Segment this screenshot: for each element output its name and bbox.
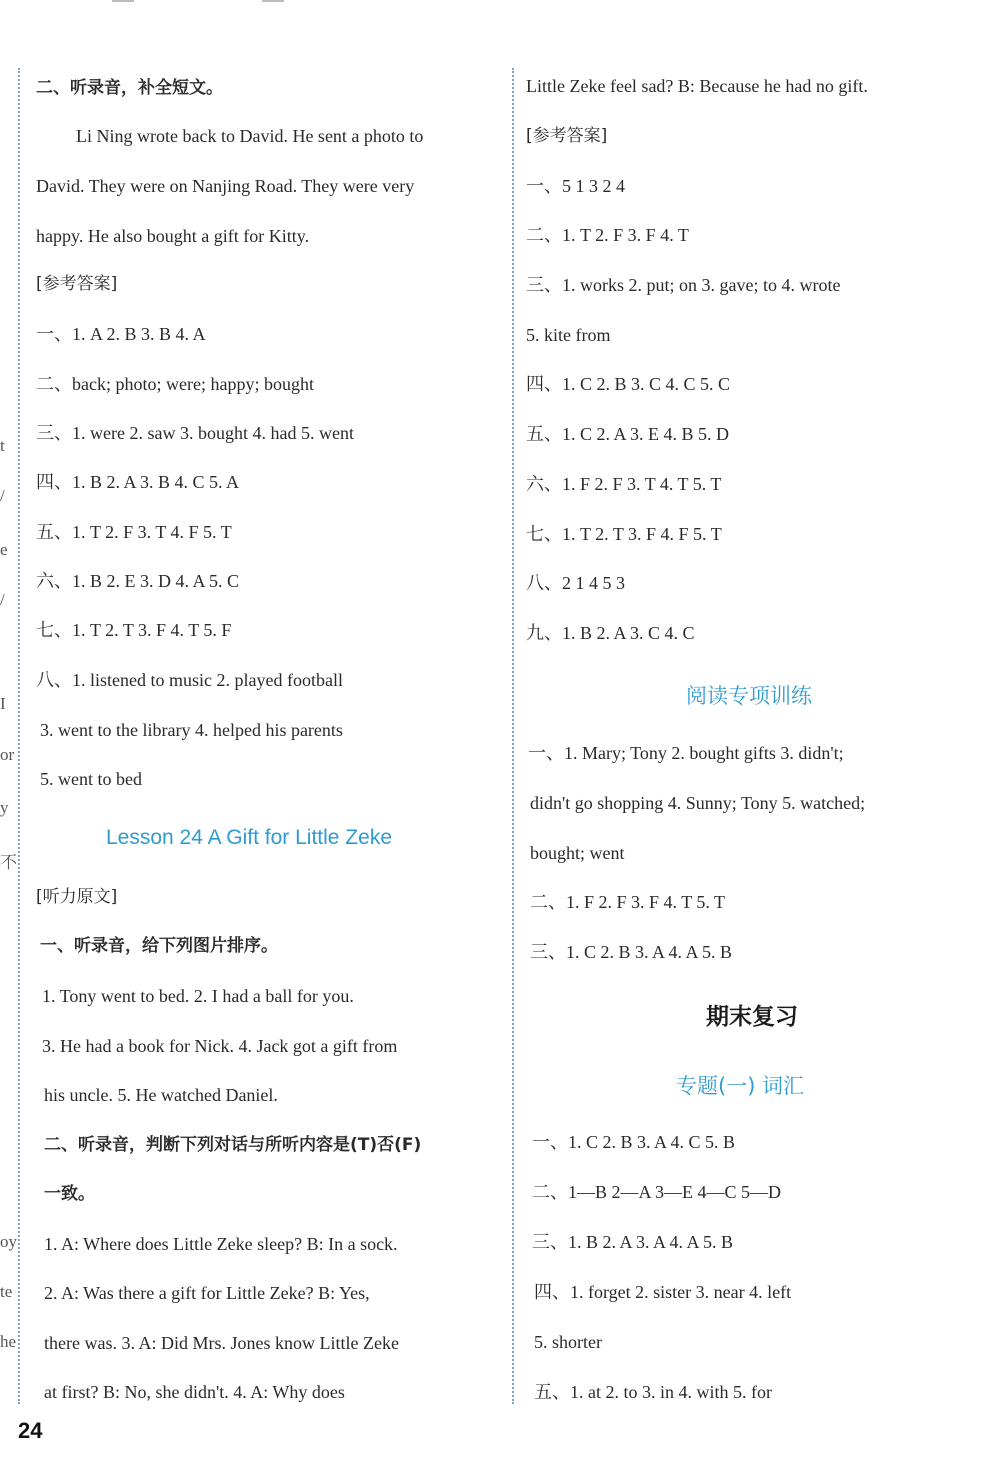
top-scan-mark [262, 0, 284, 2]
answer-line: 五、1. C 2. A 3. E 4. B 5. D [526, 424, 730, 444]
answer-line: 八、2 1 4 5 3 [526, 573, 625, 593]
edge-fragment: or [0, 745, 15, 764]
answer-line: 一、5 1 3 2 4 [526, 176, 625, 196]
section-heading: 一、听录音，给下列图片排序。 [40, 936, 278, 956]
answer-line: 一、1. A 2. B 3. B 4. A [36, 324, 206, 344]
answer-line: 三、1. works 2. put; on 3. gave; to 4. wrote [526, 275, 841, 295]
section-heading: 二、听录音，判断下列对话与所听内容是(T)否(F) [44, 1135, 422, 1155]
edge-fragment: / [0, 590, 5, 609]
edge-fragment: he [0, 1332, 17, 1351]
answer-line: 一、1. Mary; Tony 2. bought gifts 3. didn't; [528, 743, 844, 763]
edge-fragment: I [0, 694, 6, 713]
answer-line: 五、1. T 2. F 3. T 4. F 5. T [36, 522, 232, 542]
edge-fragment: e [0, 540, 8, 559]
answer-line: 二、back; photo; were; happy; bought [36, 374, 314, 394]
answer-line: 二、1—B 2—A 3—E 4—C 5—D [532, 1182, 782, 1202]
left-column-rule [18, 68, 20, 1404]
page-number: 24 [18, 1418, 43, 1443]
answer-line: 六、1. B 2. E 3. D 4. A 5. C [36, 571, 240, 591]
answer-line: bought; went [530, 843, 625, 863]
answer-line: 三、1. were 2. saw 3. bought 4. had 5. went [36, 423, 354, 443]
edge-fragment: te [0, 1282, 13, 1301]
answer-line: 七、1. T 2. T 3. F 4. T 5. F [36, 620, 232, 640]
answer-line: didn't go shopping 4. Sunny; Tony 5. watched; [530, 793, 866, 813]
edge-fragment: t [0, 436, 5, 455]
script-label: [听力原文] [36, 887, 118, 907]
dialogue-line: there was. 3. A: Did Mrs. Jones know Little Zeke [44, 1333, 399, 1353]
passage-line: Li Ning wrote back to David. He sent a photo to [76, 126, 424, 146]
answer-line: 一、1. C 2. B 3. A 4. C 5. B [532, 1132, 736, 1152]
answer-line: 六、1. F 2. F 3. T 4. T 5. T [526, 474, 722, 494]
script-line: his uncle. 5. He watched Daniel. [44, 1085, 278, 1105]
passage-line: happy. He also bought a gift for Kitty. [36, 226, 310, 246]
answer-line: 3. went to the library 4. helped his parents [40, 720, 343, 740]
answer-line: 5. shorter [534, 1332, 602, 1352]
answers-label: [参考答案] [526, 126, 608, 146]
section-title-topic-vocabulary: 专题(一) 词汇 [676, 1074, 805, 1098]
answers-label: [参考答案] [36, 274, 118, 294]
dialogue-line: 2. A: Was there a gift for Little Zeke? B: Yes, [44, 1283, 370, 1303]
answer-line: 八、1. listened to music 2. played football [36, 670, 343, 690]
section-heading: 二、听录音，补全短文。 [36, 78, 223, 98]
top-scan-mark [112, 0, 134, 2]
passage-line: David. They were on Nanjing Road. They were very [36, 176, 415, 196]
answer-line: 四、1. forget 2. sister 3. near 4. left [534, 1282, 792, 1302]
answer-line: 五、1. at 2. to 3. in 4. with 5. for [534, 1382, 772, 1402]
answer-line: 三、1. B 2. A 3. A 4. A 5. B [532, 1232, 734, 1252]
section-heading: 一致。 [44, 1184, 95, 1204]
script-line: 1. Tony went to bed. 2. I had a ball for you. [42, 986, 354, 1006]
section-title-final-review: 期末复习 [706, 1004, 798, 1030]
dialogue-line: at first? B: No, she didn't. 4. A: Why does [44, 1382, 345, 1402]
answer-line: 5. went to bed [40, 769, 142, 789]
answer-line: 三、1. C 2. B 3. A 4. A 5. B [530, 942, 733, 962]
center-column-rule [512, 68, 514, 1404]
answer-line: 二、1. F 2. F 3. F 4. T 5. T [530, 892, 726, 912]
dialogue-line: Little Zeke feel sad? B: Because he had no gift. [526, 76, 868, 96]
answer-line: 七、1. T 2. T 3. F 4. F 5. T [526, 524, 722, 544]
answer-line: 5. kite from [526, 325, 611, 345]
edge-fragment: oy [0, 1232, 17, 1251]
answer-line: 二、1. T 2. F 3. F 4. T [526, 225, 689, 245]
edge-fragment: y [0, 798, 9, 817]
edge-fragment: 不 [0, 853, 17, 872]
dialogue-line: 1. A: Where does Little Zeke sleep? B: In a sock. [44, 1234, 398, 1254]
script-line: 3. He had a book for Nick. 4. Jack got a gift from [42, 1036, 398, 1056]
answer-line: 四、1. B 2. A 3. B 4. C 5. A [36, 472, 240, 492]
answer-line: 四、1. C 2. B 3. C 4. C 5. C [526, 374, 731, 394]
lesson-title: Lesson 24 A Gift for Little Zeke [106, 826, 392, 849]
edge-fragment: / [0, 486, 5, 505]
section-title-reading: 阅读专项训练 [686, 684, 812, 708]
answer-line: 九、1. B 2. A 3. C 4. C [526, 623, 695, 643]
